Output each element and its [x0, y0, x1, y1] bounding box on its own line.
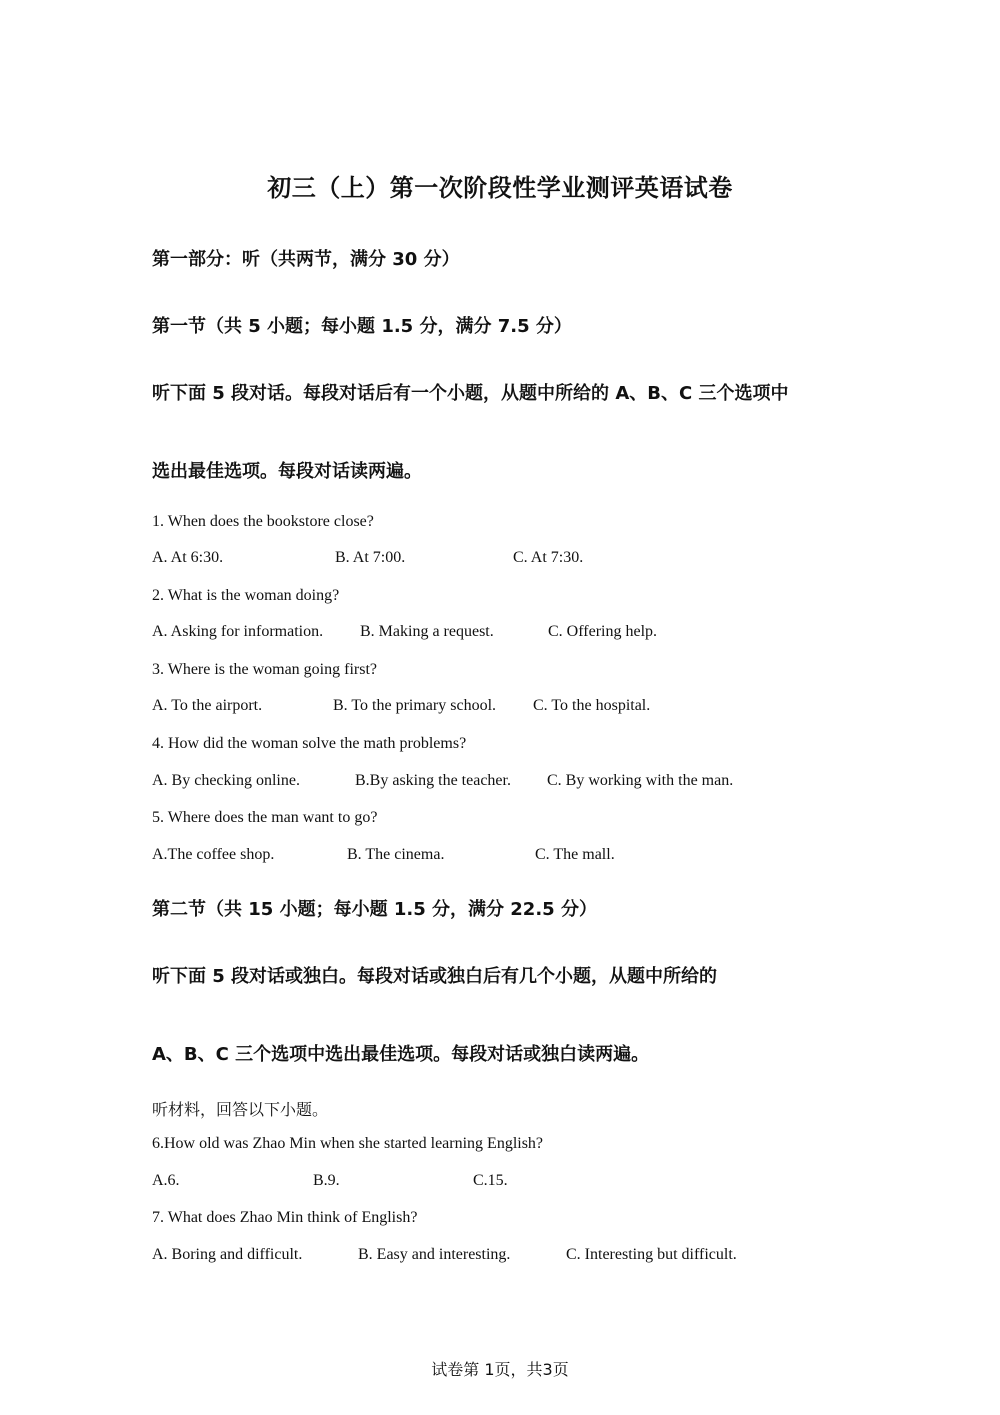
- q6-option-b: B.9.: [313, 1172, 340, 1189]
- question-stem-1: 1. When does the bookstore close?: [152, 513, 374, 530]
- q5-option-c: C. The mall.: [535, 846, 615, 863]
- section2-instruction-line1: 听下面 5 段对话或独白。每段对话或独白后有几个小题，从题中所给的: [152, 966, 718, 987]
- q1-option-c: C. At 7:30.: [513, 549, 584, 566]
- q2-option-b: B. Making a request.: [360, 623, 494, 640]
- q5-option-b: B. The cinema.: [347, 846, 445, 863]
- page-title: 初三（上）第一次阶段性学业测评英语试卷: [267, 174, 733, 202]
- q7-option-a: A. Boring and difficult.: [152, 1246, 303, 1263]
- q6-option-a: A.6.: [152, 1172, 180, 1189]
- q7-option-c: C. Interesting but difficult.: [566, 1246, 737, 1263]
- question-stem-6: 6.How old was Zhao Min when she started learning English?: [152, 1135, 544, 1152]
- section1-instruction-line2: 选出最佳选项。每段对话读两遍。: [152, 461, 422, 482]
- q4-option-b: B.By asking the teacher.: [355, 772, 511, 789]
- material-note: 听材料，回答以下小题。: [152, 1100, 329, 1119]
- section2-heading: 第二节（共 15 小题；每小题 1.5 分，满分 22.5 分）: [152, 899, 597, 920]
- q6-option-c: C.15.: [473, 1172, 508, 1189]
- q2-option-c: C. Offering help.: [548, 623, 658, 640]
- q3-option-a: A. To the airport.: [152, 697, 263, 714]
- question-stem-7: 7. What does Zhao Min think of English?: [152, 1209, 418, 1226]
- question-stem-2: 2. What is the woman doing?: [152, 587, 340, 604]
- q1-option-a: A. At 6:30.: [152, 549, 224, 566]
- section1-heading: 第一节（共 5 小题；每小题 1.5 分，满分 7.5 分）: [152, 316, 572, 337]
- q5-option-a: A.The coffee shop.: [152, 846, 275, 863]
- section2-instruction-line2: A、B、C 三个选项中选出最佳选项。每段对话或独白读两遍。: [152, 1044, 650, 1065]
- question-stem-5: 5. Where does the man want to go?: [152, 809, 378, 826]
- question-stem-4: 4. How did the woman solve the math problems?: [152, 735, 467, 752]
- q3-option-c: C. To the hospital.: [533, 697, 651, 714]
- q2-option-a: A. Asking for information.: [152, 623, 324, 640]
- section1-instruction-line1: 听下面 5 段对话。每段对话后有一个小题，从题中所给的 A、B、C 三个选项中: [152, 383, 789, 404]
- page-footer: 试卷第 1页，共3页: [431, 1360, 569, 1379]
- q1-option-b: B. At 7:00.: [335, 549, 406, 566]
- question-stem-3: 3. Where is the woman going first?: [152, 661, 377, 678]
- q4-option-a: A. By checking online.: [152, 772, 300, 789]
- q7-option-b: B. Easy and interesting.: [358, 1246, 511, 1263]
- q4-option-c: C. By working with the man.: [547, 772, 734, 789]
- part1-heading: 第一部分：听（共两节，满分 30 分）: [152, 249, 460, 270]
- q3-option-b: B. To the primary school.: [333, 697, 497, 714]
